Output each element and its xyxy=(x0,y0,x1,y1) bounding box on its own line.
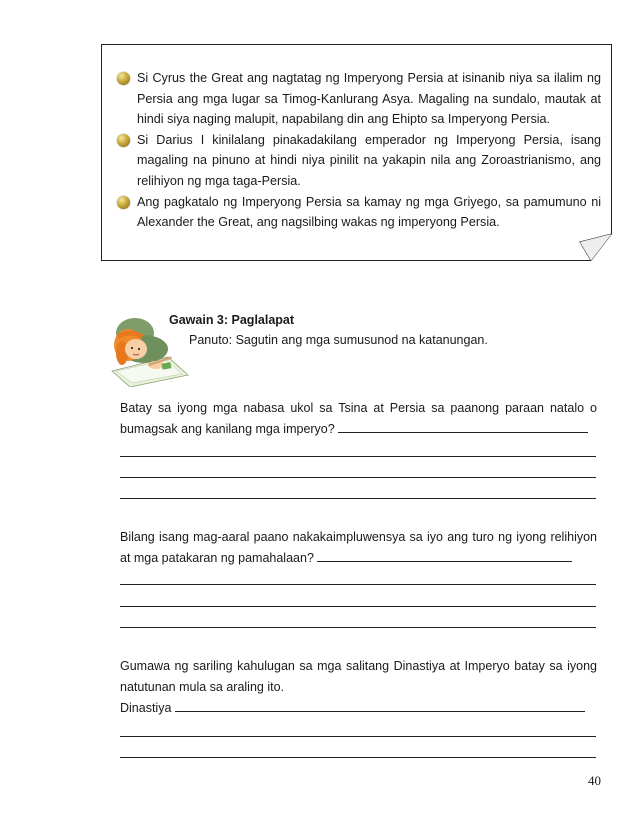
gold-ball-icon xyxy=(117,196,130,209)
answer-line[interactable] xyxy=(175,700,585,712)
activity-title: Gawain 3: Paglalapat xyxy=(169,313,295,327)
summary-box xyxy=(101,44,612,262)
answer-line[interactable] xyxy=(120,498,596,499)
question-text: Batay sa iyong mga nabasa ukol sa Tsina at Persia sa paanong paraan natalo o bumagsak ang kanilang mga imperyo? xyxy=(120,401,597,436)
answer-line[interactable] xyxy=(317,550,572,562)
summary-bullet xyxy=(119,130,601,192)
answer-line[interactable] xyxy=(120,606,596,607)
summary-list xyxy=(119,68,601,233)
gold-ball-icon xyxy=(117,72,130,85)
answer-line[interactable] xyxy=(120,584,596,585)
question-text: Gumawa ng sariling kahulugan sa mga salitang Dinastiya at Imperyo batay sa iyong natutunan mula sa araling ito. xyxy=(120,659,597,694)
term-label: Dinastiya xyxy=(120,701,172,715)
answer-line[interactable] xyxy=(120,456,596,457)
question-text: Bilang isang mag-aaral paano nakakaimpluwensya sa iyo ang turo ng iyong relihiyon at mga patakaran ng pamahalaan? xyxy=(120,530,597,565)
question-2 xyxy=(120,527,597,569)
page-number: 40 xyxy=(588,773,601,788)
question-1 xyxy=(120,398,597,440)
summary-text: Si Cyrus the Great ang nagtatag ng Imperyong Persia at isinanib niya sa ilalim ng Persia ang mga lugar sa Timog-Kanlurang Asya. Magaling na sundalo, mautak at hindi siya naging malupit, napabilang din ang Ehipto sa Imperyong Persia. xyxy=(137,71,601,127)
question-3 xyxy=(120,656,597,719)
answer-line[interactable] xyxy=(120,757,596,758)
activity-instructions: Panuto: Sagutin ang mga sumusunod na katanungan. xyxy=(189,333,488,347)
summary-bullet xyxy=(119,68,601,130)
answer-line[interactable] xyxy=(120,627,596,628)
answer-line[interactable] xyxy=(120,736,596,737)
gold-ball-icon xyxy=(117,134,130,147)
summary-text: Si Darius I kinilalang pinakadakilang emperador ng Imperyong Persia, isang magaling na pinuno at hindi niya pinilit na yakapin nila ang Zoroastrianismo, ang relihiyon ng mga taga-Persia. xyxy=(137,132,601,188)
summary-bullet xyxy=(119,192,601,233)
answer-line[interactable] xyxy=(120,477,596,478)
answer-line[interactable] xyxy=(338,421,588,433)
summary-text: Ang pagkatalo ng Imperyong Persia sa kamay ng mga Griyego, sa pamumuno ni Alexander the Great, ang nagsilbing wakas ng imperyong Persia. xyxy=(137,194,601,230)
